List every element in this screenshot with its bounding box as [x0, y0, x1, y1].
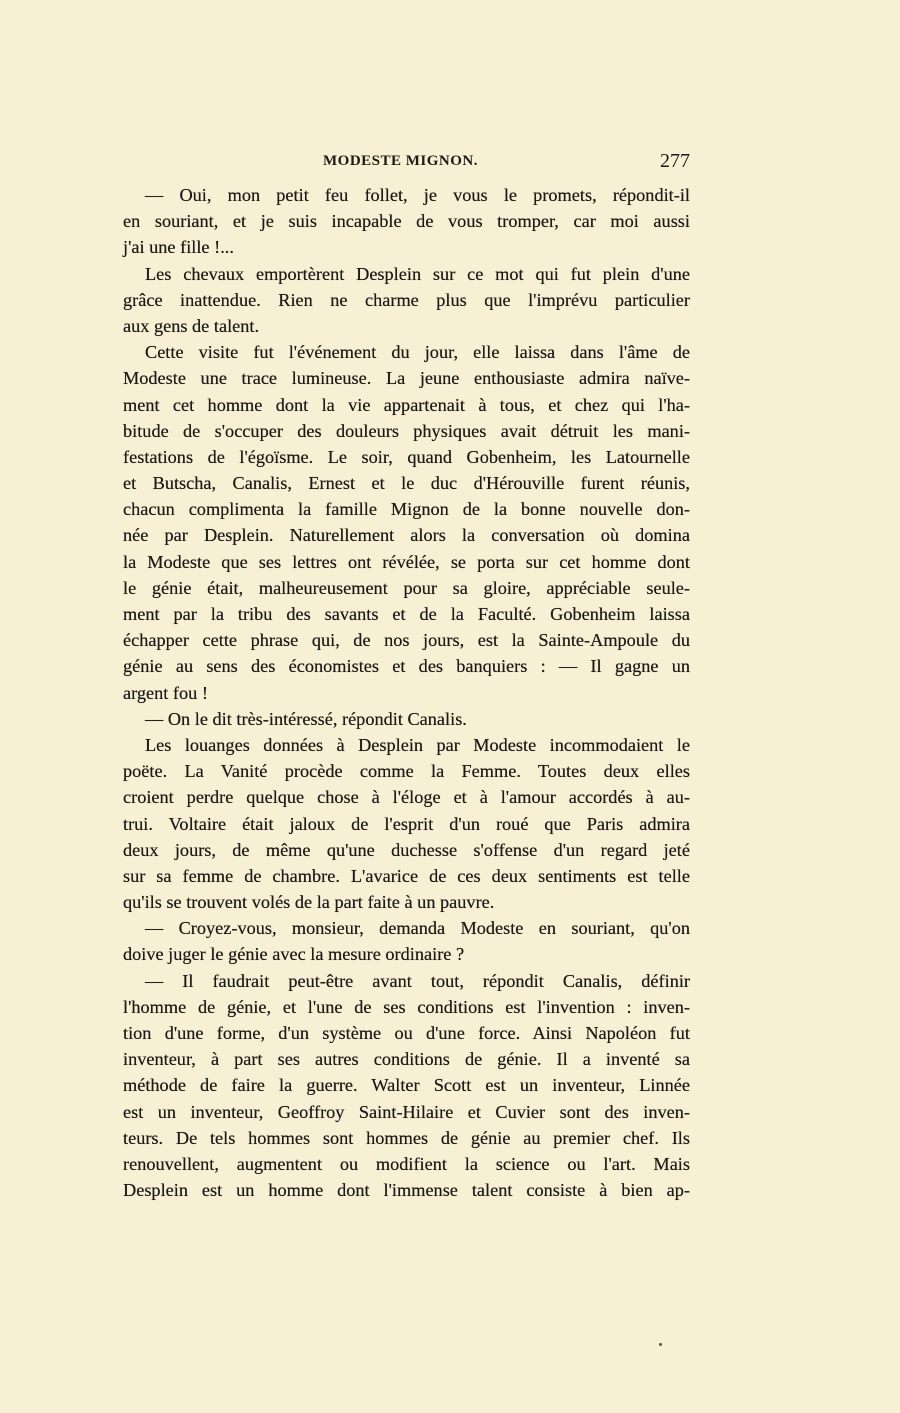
text-line: née par Desplein. Naturellement alors la conversation où domina [123, 525, 690, 546]
text-line: grâce inattendue. Rien ne charme plus que l'imprévu particulier [123, 289, 690, 310]
body-text [123, 182, 690, 1203]
text-line: renouvellent, augmentent ou modifient la science ou l'art. Mais [123, 1153, 690, 1174]
text-line: — Oui, mon petit feu follet, je vous le promets, répondit-il [145, 185, 690, 205]
text-line: échapper cette phrase qui, de nos jours, est la Sainte-Ampoule du [123, 630, 690, 651]
text-line: aux gens de talent. [123, 315, 260, 336]
text-line: Modeste une trace lumineuse. La jeune enthousiaste admira naïve- [123, 368, 690, 389]
text-line: le génie était, malheureusement pour sa gloire, appréciable seule- [123, 577, 690, 598]
text-line: ment cet homme dont la vie appartenait à tous, et chez qui l'ha- [123, 394, 690, 415]
text-line: argent fou ! [123, 682, 208, 703]
text-line: qu'ils se trouvent volés de la part faite à un pauvre. [123, 892, 495, 913]
text-line: doive juger le génie avec la mesure ordinaire ? [123, 944, 465, 965]
text-line: festations de l'égoïsme. Le soir, quand Gobenheim, les Latournelle [123, 446, 690, 467]
text-line: Desplein est un homme dont l'immense talent consiste à bien ap- [123, 1180, 690, 1201]
text-line: tion d'une forme, d'un système ou d'une force. Ainsi Napoléon fut [123, 1023, 690, 1043]
text-line: j'ai une fille !... [123, 237, 234, 258]
text-line: et Butscha, Canalis, Ernest et le duc d'Hérouville furent réunis, [123, 473, 690, 494]
text-line: en souriant, et je suis incapable de vous tromper, car moi aussi [123, 211, 690, 232]
text-line: méthode de faire la guerre. Walter Scott est un inventeur, Linnée [123, 1075, 690, 1096]
text-line: — Il faudrait peut-être avant tout, répondit Canalis, définir [145, 970, 690, 991]
text-line: ment par la tribu des savants et de la Faculté. Gobenheim laissa [123, 604, 690, 624]
text-line: — On le dit très-intéressé, répondit Canalis. [145, 708, 467, 729]
running-title: MODESTE MIGNON. [323, 153, 479, 169]
text-line: Les chevaux emportèrent Desplein sur ce mot qui fut plein d'une [145, 263, 690, 284]
text-line: la Modeste que ses lettres ont révélée, se porta sur cet homme dont [123, 551, 690, 572]
text-line: inventeur, à part ses autres conditions de génie. Il a inventé sa [123, 1049, 690, 1070]
text-line: deux jours, de même qu'une duchesse s'offense d'un regard jeté [123, 839, 690, 860]
text-line: Les louanges données à Desplein par Modeste incommodaient le [145, 734, 690, 755]
text-line: chacun complimenta la famille Mignon de la bonne nouvelle don- [123, 499, 690, 520]
text-line: teurs. De tels hommes sont hommes de génie au premier chef. Ils [123, 1127, 690, 1148]
text-line: croient perdre quelque chose à l'éloge et à l'amour accordés à au- [123, 787, 690, 808]
text-line: trui. Voltaire était jaloux de l'esprit d'un roué que Paris admira [123, 813, 690, 834]
text-line: Cette visite fut l'événement du jour, elle laissa dans l'âme de [145, 342, 690, 363]
text-line: l'homme de génie, et l'une de ses conditions est l'invention : inven- [123, 996, 690, 1017]
text-line: est un inventeur, Geoffroy Saint-Hilaire et Cuvier sont des inven- [123, 1101, 690, 1122]
text-line: poëte. La Vanité procède comme la Femme. Toutes deux elles [123, 761, 690, 782]
text-line: bitude de s'occuper des douleurs physiques avait détruit les mani- [123, 420, 690, 441]
text-line: sur sa femme de chambre. L'avarice de ces deux sentiments est telle [123, 865, 690, 886]
text-line: — Croyez-vous, monsieur, demanda Modeste en souriant, qu'on [145, 918, 690, 939]
text-line: génie au sens des économistes et des banquiers : — Il gagne un [123, 656, 690, 677]
page-header [123, 150, 690, 176]
page-number: 277 [660, 150, 690, 172]
ink-speck [659, 1343, 662, 1346]
